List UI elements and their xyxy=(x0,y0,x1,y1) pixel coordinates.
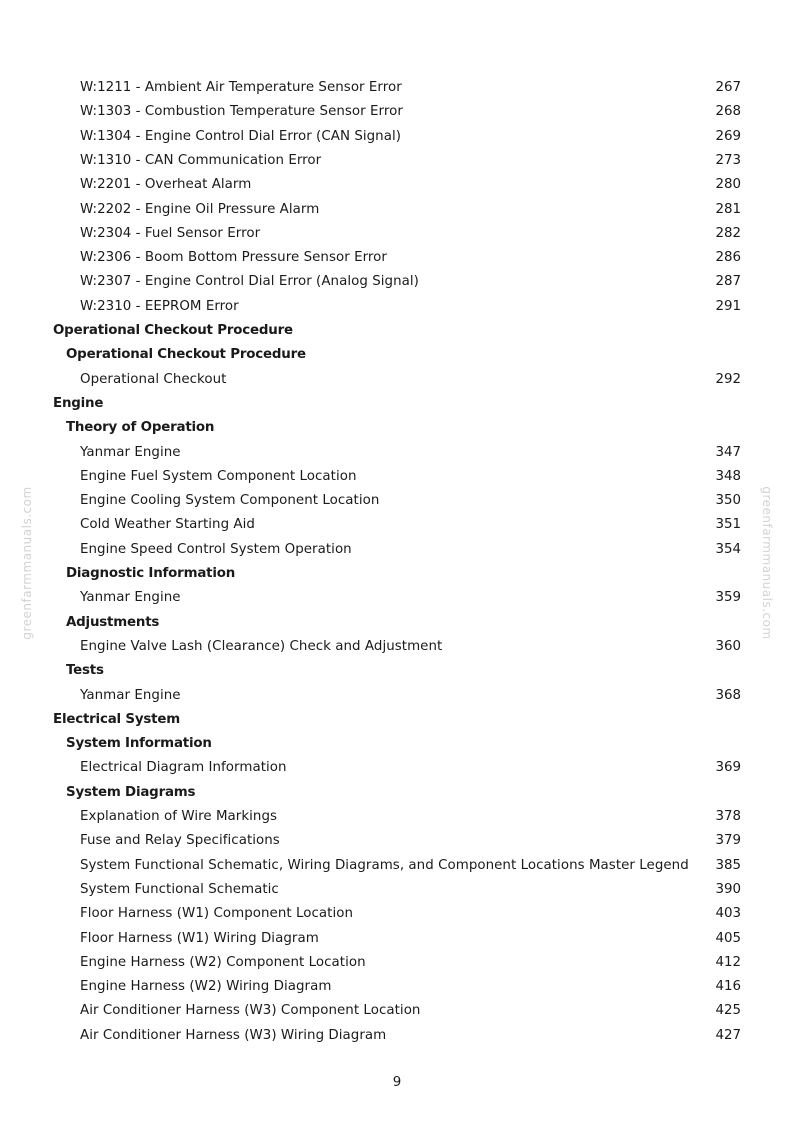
toc-entry-page: 348 xyxy=(715,468,741,484)
toc-subsection-heading xyxy=(0,343,794,367)
toc-entry-title: System Diagrams xyxy=(66,784,196,800)
toc-section-heading xyxy=(0,319,794,343)
toc-entry-title: W:1310 - CAN Communication Error xyxy=(80,152,322,168)
toc-entry-title: Tests xyxy=(66,663,104,679)
toc-entry xyxy=(0,902,794,926)
toc-entry-page: 425 xyxy=(715,1003,741,1019)
toc-entry-title: Cold Weather Starting Aid xyxy=(80,517,255,533)
toc-entry-title: System Functional Schematic, Wiring Diagrams, and Component Locations Master Legend xyxy=(80,857,689,873)
toc-entry xyxy=(0,635,794,659)
toc-entry-title: W:2307 - Engine Control Dial Error (Analog Signal) xyxy=(80,274,419,290)
toc-entry xyxy=(0,441,794,465)
toc-entry xyxy=(0,222,794,246)
toc-entry xyxy=(0,76,794,100)
toc-entry xyxy=(0,513,794,537)
toc-entry-title: Operational Checkout xyxy=(80,371,227,387)
toc-entry-title: Engine Speed Control System Operation xyxy=(80,541,352,557)
toc-entry xyxy=(0,489,794,513)
toc-entry-title: Engine Cooling System Component Location xyxy=(80,493,380,509)
toc-entry-title: Floor Harness (W1) Component Location xyxy=(80,906,353,922)
toc-entry xyxy=(0,149,794,173)
toc-entry-page: 369 xyxy=(715,760,741,776)
toc-entry-title: W:1303 - Combustion Temperature Sensor Error xyxy=(80,104,403,120)
toc-entry-page: 280 xyxy=(715,177,741,193)
toc-entry-page: 403 xyxy=(715,906,741,922)
toc-entry-title: Adjustments xyxy=(66,614,160,630)
toc-entry-page: 378 xyxy=(715,809,741,824)
toc-entry-title: W:2201 - Overheat Alarm xyxy=(80,177,252,193)
toc-entry-page: 273 xyxy=(715,152,741,168)
toc-entry-page: 390 xyxy=(715,881,741,897)
toc-entry xyxy=(0,975,794,999)
toc-entry xyxy=(0,465,794,489)
toc-entry-title: W:2310 - EEPROM Error xyxy=(80,298,239,314)
toc-entry-page: 360 xyxy=(715,638,741,654)
toc-entry-title: Engine xyxy=(53,395,104,411)
toc-entry xyxy=(0,1024,794,1048)
toc-entry-page: 412 xyxy=(715,954,741,970)
toc-entry xyxy=(0,927,794,951)
toc-entry-title: Yanmar Engine xyxy=(80,590,181,606)
toc-entry-title: W:1211 - Ambient Air Temperature Sensor Error xyxy=(80,80,402,95)
toc-subsection-heading xyxy=(0,659,794,683)
toc-entry-page: 427 xyxy=(715,1027,741,1043)
toc-entry-title: W:2304 - Fuel Sensor Error xyxy=(80,225,261,241)
toc-entry-title: Air Conditioner Harness (W3) Wiring Diagram xyxy=(80,1027,387,1043)
toc-entry xyxy=(0,198,794,222)
toc-section-heading xyxy=(0,708,794,732)
toc-entry-title: Operational Checkout Procedure xyxy=(53,323,293,338)
toc-entry-title: Electrical Diagram Information xyxy=(80,760,287,776)
toc-entry-title: Engine Harness (W2) Wiring Diagram xyxy=(80,979,332,995)
toc-entry-title: Electrical System xyxy=(53,711,180,727)
toc-entry xyxy=(0,246,794,270)
toc-entry-page: 291 xyxy=(715,298,741,314)
toc-entry-title: W:2306 - Boom Bottom Pressure Sensor Error xyxy=(80,250,387,266)
toc-subsection-heading xyxy=(0,732,794,756)
toc-entry xyxy=(0,538,794,562)
toc-entry-page: 359 xyxy=(715,590,741,606)
toc-entry-page: 351 xyxy=(715,517,741,533)
page-number: 9 xyxy=(392,1075,402,1090)
toc-entry-page: 416 xyxy=(715,979,741,995)
toc-entry-title: Theory of Operation xyxy=(66,420,215,436)
toc-entry-page: 286 xyxy=(715,250,741,266)
toc-entry-title: Explanation of Wire Markings xyxy=(80,809,278,824)
toc-entry-title: Engine Valve Lash (Clearance) Check and Adjustment xyxy=(80,638,443,654)
toc-entry xyxy=(0,805,794,829)
toc-entry xyxy=(0,295,794,319)
toc-entry-title: Air Conditioner Harness (W3) Component Location xyxy=(80,1003,421,1019)
toc-entry-title: Operational Checkout Procedure xyxy=(66,347,306,363)
toc-entry xyxy=(0,854,794,878)
toc-entry-page: 347 xyxy=(715,444,741,460)
toc-entry-page: 350 xyxy=(715,493,741,509)
toc-entry-page: 354 xyxy=(715,541,741,557)
toc-entry xyxy=(0,173,794,197)
toc-entry xyxy=(0,756,794,780)
toc-entry-page: 368 xyxy=(715,687,741,703)
toc-entry xyxy=(0,368,794,392)
watermark-left: greenfarmmanuals.com xyxy=(20,486,34,640)
toc-entry xyxy=(0,586,794,610)
toc-entry-page: 268 xyxy=(715,104,741,120)
toc-subsection-heading xyxy=(0,781,794,805)
toc-subsection-heading xyxy=(0,611,794,635)
toc-entry-title: Diagnostic Information xyxy=(66,566,236,581)
toc-entry-title: System Information xyxy=(66,736,212,752)
toc-subsection-heading xyxy=(0,562,794,586)
toc-entry-title: Yanmar Engine xyxy=(80,444,181,460)
toc-entry-title: Floor Harness (W1) Wiring Diagram xyxy=(80,930,319,946)
toc-entry xyxy=(0,829,794,853)
toc-entry-title: Engine Fuel System Component Location xyxy=(80,468,357,484)
toc-entry-title: W:2202 - Engine Oil Pressure Alarm xyxy=(80,201,320,217)
toc-entry-page: 281 xyxy=(715,201,741,217)
toc-entry-title: Yanmar Engine xyxy=(80,687,181,703)
watermark-right: greenfarmmanuals.com xyxy=(760,486,774,640)
toc-entry xyxy=(0,951,794,975)
toc-entry-page: 405 xyxy=(715,930,741,946)
toc-entry xyxy=(0,684,794,708)
toc-entry xyxy=(0,270,794,294)
toc-section-heading xyxy=(0,392,794,416)
toc-entry-page: 282 xyxy=(715,225,741,241)
toc-entry-title: Fuse and Relay Specifications xyxy=(80,833,280,849)
toc-entry-page: 287 xyxy=(715,274,741,290)
toc-entry-title: System Functional Schematic xyxy=(80,881,279,897)
toc-entry-page: 379 xyxy=(715,833,741,849)
toc-entry-page: 267 xyxy=(715,80,741,95)
toc-entry xyxy=(0,125,794,149)
toc-entry xyxy=(0,878,794,902)
toc-entry-title: W:1304 - Engine Control Dial Error (CAN Signal) xyxy=(80,128,402,144)
toc-entry xyxy=(0,999,794,1023)
toc-subsection-heading xyxy=(0,416,794,440)
toc-entry-page: 292 xyxy=(715,371,741,387)
toc-entry xyxy=(0,100,794,124)
toc-entry-page: 385 xyxy=(715,857,741,873)
toc-entry-title: Engine Harness (W2) Component Location xyxy=(80,954,366,970)
toc-entry-page: 269 xyxy=(715,128,741,144)
